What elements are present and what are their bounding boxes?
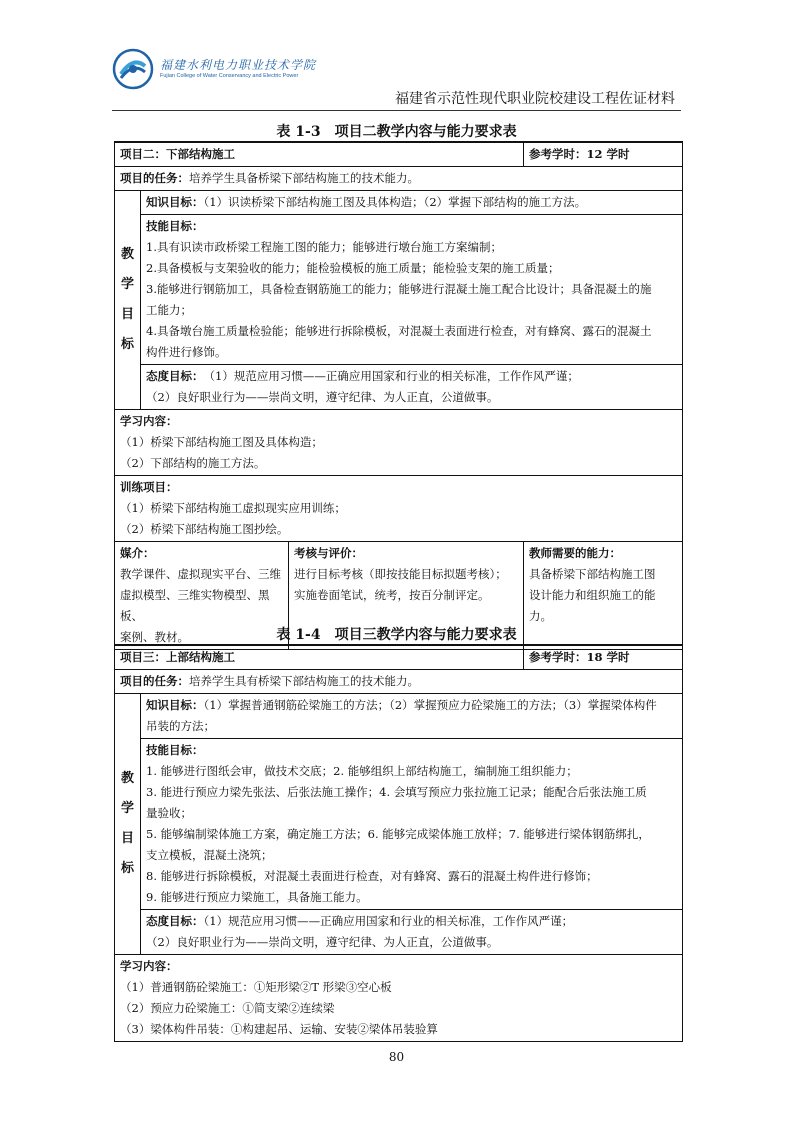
- learning-content-label: 学习内容：: [120, 959, 178, 973]
- attitude-label: 态度目标：: [146, 914, 204, 928]
- knowledge-row: [115, 694, 683, 739]
- knowledge-line: 吊装的方法；: [146, 719, 215, 733]
- learning-content-label: 学习内容：: [120, 414, 178, 428]
- task-text: 培养学生具备桥梁下部结构施工的技术能力。: [189, 171, 419, 185]
- table-caption-1: 表 1-3 项目二教学内容与能力要求表: [276, 124, 517, 140]
- hours-label: 参考学时：: [529, 650, 587, 664]
- teacher-ability-line: 具备桥梁下部结构施工图: [529, 567, 656, 581]
- project-two-table: [114, 141, 683, 650]
- skill-row: [115, 739, 683, 910]
- task-label: 项目的任务：: [120, 674, 189, 688]
- media-line: 案例、教材。: [120, 630, 189, 644]
- skill-label: 技能目标：: [146, 219, 204, 233]
- attitude-line: （2）良好职业行为——崇尚文明，遵守纪律、为人正直，公道做事。: [146, 935, 499, 949]
- task-row: [115, 670, 683, 694]
- skill-line: 支立模板，混凝土浇筑；: [146, 848, 273, 862]
- training-line: （2）桥梁下部结构施工图抄绘。: [120, 522, 289, 536]
- skill-line: 3. 能进行预应力梁先张法、后张法施工操作；4. 会填写预应力张拉施工记录；能配合后张法施工质: [146, 785, 647, 799]
- college-emblem-icon: [112, 48, 154, 90]
- hours-value: 18 学时: [586, 650, 630, 664]
- attitude-line: （1）规范应用习惯——正确应用国家和行业的相关标准，工作作风严谨；: [203, 914, 574, 928]
- teaching-goal-label: 教 学 目 标: [115, 694, 141, 955]
- project-label: 项目二：: [120, 147, 166, 161]
- skill-line: 8. 能够进行拆除模板，对混凝土表面进行检查，对有蜂窝、露石的混凝土构件进行修饰；: [146, 869, 598, 883]
- attitude-line: （1）规范应用习惯——正确应用国家和行业的相关标准，工作作风严谨；: [197, 369, 579, 383]
- skill-line: 构件进行修饰。: [146, 345, 227, 359]
- project-three-table: [114, 644, 683, 1042]
- skill-line: 量验收；: [146, 806, 192, 820]
- skill-line: 3.能够进行钢筋加工，具备检查钢筋施工的能力；能够进行混凝土施工配合比设计；具备混凝土的施: [146, 282, 652, 296]
- teacher-ability-label: 教师需要的能力：: [529, 546, 621, 560]
- project-label: 项目三：: [120, 650, 166, 664]
- knowledge-row: [115, 191, 683, 215]
- skill-line: 5. 能够编制梁体施工方案，确定施工方法；6. 能够完成梁体施工放样；7. 能够进行梁体钢筋绑扎，: [146, 827, 650, 841]
- teaching-goal-label: 教 学 目 标: [115, 191, 141, 410]
- skill-line: 2.具备模板与支架验收的能力；能检验模板的施工质量；能检验支架的施工质量；: [146, 261, 560, 275]
- page-number: 80: [388, 1050, 405, 1064]
- attitude-row: [115, 910, 683, 955]
- skill-row: [115, 215, 683, 365]
- learning-content-line: （2）预应力砼梁施工：①简支梁②连续梁: [120, 1001, 335, 1015]
- logo-english-name: Fujian College of Water Conservancy and Electric Power: [160, 72, 299, 79]
- skill-line: 9. 能够进行预应力梁施工，具备施工能力。: [146, 890, 368, 904]
- assessment-line: 进行目标考核（即按技能目标拟题考核）；: [294, 567, 507, 581]
- attitude-line: （2）良好职业行为——崇尚文明，遵守纪律、为人正直，公道做事。: [146, 390, 499, 404]
- assessment-label: 考核与评价：: [294, 546, 363, 560]
- training-label: 训练项目：: [120, 480, 178, 494]
- learning-content-line: （1）普通钢筋砼梁施工：①矩形梁②T 形梁③空心板: [120, 980, 392, 994]
- project-name: 下部结构施工: [166, 147, 235, 161]
- knowledge-text: （1）识读桥梁下部结构施工图及具体构造；（2）掌握下部结构的施工方法。: [203, 195, 587, 209]
- learning-content-line: （3）梁体构件吊装：①构建起吊、运输、安装②梁体吊装验算: [120, 1022, 438, 1036]
- knowledge-label: 知识目标：: [146, 698, 204, 712]
- media-line: 虚拟模型、三维实物模型、黑板、: [120, 588, 270, 623]
- project-name: 上部结构施工: [166, 650, 235, 664]
- project-header-row: [115, 645, 683, 670]
- learning-content-line: （2）下部结构的施工方法。: [120, 456, 266, 470]
- attitude-label: 态度目标：: [146, 369, 198, 383]
- skill-line: 工能力；: [146, 303, 192, 317]
- attitude-row: [115, 365, 683, 410]
- learning-content-row: [115, 955, 683, 1042]
- document-header-title: 福建省示范性现代职业院校建设工程佐证材料: [395, 91, 675, 107]
- skill-line: 4.具备墩台施工质量检验能；能够进行拆除模板，对混凝土表面进行检查，对有蜂窝、露石的混凝土: [146, 324, 652, 338]
- hours-label: 参考学时：: [529, 147, 587, 161]
- knowledge-line: （1）掌握普通钢筋砼梁施工的方法；（2）掌握预应力砼梁施工的方法；（3）掌握梁体构件: [203, 698, 657, 712]
- training-row: [115, 476, 683, 542]
- assessment-line: 实施卷面笔试，统考，按百分制评定。: [294, 588, 490, 602]
- task-row: [115, 167, 683, 191]
- skill-label: 技能目标：: [146, 743, 204, 757]
- learning-content-line: （1）桥梁下部结构施工图及具体构造；: [120, 435, 323, 449]
- skill-line: 1. 能够进行图纸会审，做技术交底；2. 能够组织上部结构施工，编制施工组织能力；: [146, 764, 578, 778]
- logo-chinese-name: 福建水利电力职业技术学院: [160, 58, 317, 73]
- project-header-row: [115, 142, 683, 167]
- task-label: 项目的任务：: [120, 171, 189, 185]
- hours-value: 12 学时: [586, 147, 630, 161]
- table-caption-2: 表 1-4 项目三教学内容与能力要求表: [276, 627, 517, 643]
- teacher-ability-line: 设计能力和组织施工的能: [529, 588, 656, 602]
- header-divider: [112, 110, 681, 111]
- teacher-ability-line: 力。: [529, 609, 552, 623]
- media-line: 教学课件、虚拟现实平台、三维: [120, 567, 281, 581]
- knowledge-label: 知识目标：: [146, 195, 204, 209]
- training-line: （1）桥梁下部结构施工虚拟现实应用训练；: [120, 501, 346, 515]
- learning-content-row: [115, 410, 683, 476]
- skill-line: 1.具有识读市政桥梁工程施工图的能力；能够进行墩台施工方案编制；: [146, 240, 502, 254]
- college-logo: [112, 48, 316, 90]
- task-text: 培养学生具有桥梁下部结构施工的技术能力。: [189, 674, 419, 688]
- media-label: 媒介：: [120, 546, 155, 560]
